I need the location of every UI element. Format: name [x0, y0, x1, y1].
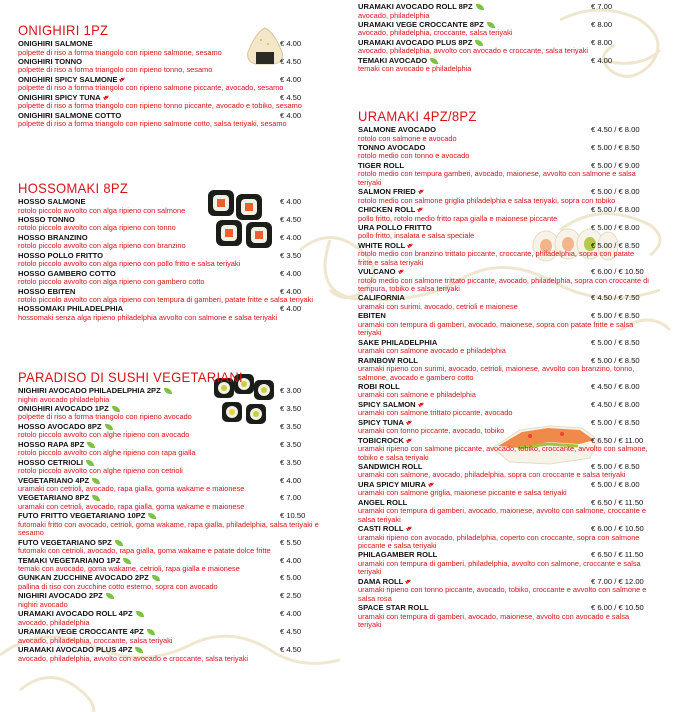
item-description: rotolo piccolo avvolto con alghe ripieno con avocado — [18, 430, 190, 440]
menu-item — [358, 223, 658, 241]
item-price: € 3.50 — [280, 250, 302, 260]
item-name-text: NIGHIRI AVOCADO PHILADELPHIA 2PZ — [18, 386, 161, 395]
item-name-text: GUNKAN ZUCCHINE AVOCADO 2PZ — [18, 573, 149, 583]
item-name-text: TEMAKI AVOCADO — [358, 55, 428, 65]
section-title: PARADISO DI SUSHI VEGETARIANI — [18, 369, 243, 386]
menu-item — [18, 458, 336, 476]
item-price: € 5.00 / € 9.00 — [591, 160, 640, 170]
item-description: nighiri avocado — [18, 599, 68, 609]
menu-item — [18, 93, 336, 111]
item-price: € 5.00 / € 8.00 — [591, 205, 640, 215]
item-description: uramaki ripieno con tonno piccante, avocado, tobiko, croccante e avvolto con salmone e salsa rosa — [358, 585, 647, 603]
item-description: rotolo medio con salmone trittato piccante, avocado, philadelphia, sopra con croccante di tempura, tobiko e salsa teriyaki — [358, 275, 649, 294]
item-name-text: SALMON FRIED — [358, 187, 416, 197]
menu-item — [18, 251, 336, 269]
menu-section — [18, 22, 336, 129]
item-name-text: SANDWICH ROLL — [358, 461, 423, 471]
chili-icon: ❧ — [415, 186, 427, 198]
item-price: € 4.00 — [280, 39, 302, 48]
item-price: € 4.00 — [280, 555, 302, 565]
item-name-text: URAMAKI AVOCADO PLUS 8PZ — [358, 37, 473, 47]
item-name-text: NIGHIRI AVOCADO 2PZ — [18, 591, 103, 601]
item-price: € 6.00 / € 10.50 — [591, 267, 644, 277]
menu-item — [358, 338, 658, 356]
item-name-text: SPACE STAR ROLL — [358, 603, 429, 612]
menu-item — [18, 386, 336, 404]
menu-section — [358, 2, 658, 74]
item-name-text: URA SPICY MIURA — [358, 479, 426, 489]
vegetarian-leaf-icon — [112, 406, 120, 412]
chili-icon: ❧ — [403, 434, 415, 446]
menu-item — [358, 356, 658, 382]
item-description: polpette di riso a forma triangolo con ripieno salmone, sesamo — [18, 47, 222, 57]
chili-icon: ❧ — [117, 73, 129, 85]
item-price: € 5.00 / € 8.50 — [591, 240, 640, 250]
item-description: uramaki ripieno con salmone piccante, avocado, tobiko, croccante, avvolto con salmone, tobiko e salsa teriyaki — [358, 444, 648, 462]
item-name-text: TOBICROCK — [358, 435, 404, 445]
menu-item — [358, 187, 658, 205]
item-description: avocado, philadelphia, avvolto con avocado e croccante, salsa teriyaki — [18, 653, 249, 663]
item-name-text: URA POLLO FRITTO — [358, 222, 432, 232]
item-price: € 7.00 — [280, 493, 302, 503]
item-name-text: CHICKEN ROLL — [358, 205, 416, 215]
menu-item — [358, 603, 658, 629]
vegetarian-leaf-icon — [475, 40, 483, 46]
menu-item — [358, 480, 658, 498]
item-price: € 5.00 / € 8.50 — [591, 417, 640, 427]
item-description: uramaki con tonno piccante, avocado, tobiko — [358, 426, 505, 436]
item-name-text: ONIGHIRI SALMONE COTTO — [18, 110, 122, 120]
section-title: ONIGHIRI 1PZ — [18, 22, 109, 39]
vegetarian-leaf-icon — [164, 388, 172, 394]
menu-section — [358, 108, 658, 629]
item-name-text: SAKE PHILADELPHIA — [358, 337, 438, 347]
menu-item — [18, 538, 336, 556]
item-name-text: DAMA ROLL — [358, 576, 404, 586]
menu-item — [358, 125, 658, 143]
item-price: € 4.00 — [280, 268, 302, 278]
item-name-text: EBITEN — [358, 311, 386, 321]
menu-item — [358, 524, 658, 550]
item-name-text: CALIFORNIA — [358, 293, 405, 303]
menu-item — [358, 161, 658, 187]
item-price: € 5.00 / € 8.50 — [591, 337, 640, 347]
item-description: avocado, philadelphia — [358, 10, 430, 20]
item-description: avocado, philadelphia, avvolto con avocado e croccante, salsa teriyaki — [358, 46, 589, 56]
chili-icon: ❧ — [403, 523, 415, 535]
vegetarian-leaf-icon — [147, 629, 155, 635]
item-name-text: CASTI ROLL — [358, 524, 404, 534]
menu-item — [18, 645, 336, 663]
item-description: polpette di riso a forma triangolo con ripieno salmone cotto, salsa teriyaki, sesamo — [18, 119, 287, 129]
item-price: € 4.50 / € 7.50 — [591, 293, 640, 303]
item-description: uramaki con cetrioli, avocado, rapa gialla, goma wakame e maionese — [18, 501, 245, 511]
item-price: € 4.50 — [280, 627, 302, 637]
menu-item — [358, 293, 658, 311]
item-price: € 4.00 — [591, 55, 613, 65]
item-description: polpette di riso a forma triangolo con ripieno tonno piccante, avocado e tobiko, sesamo — [18, 101, 302, 111]
vegetarian-leaf-icon — [86, 460, 94, 466]
item-price: € 4.00 — [280, 475, 302, 485]
item-price: € 5.00 / € 8.50 — [591, 311, 640, 321]
item-price: € 5.00 / € 8.50 — [591, 461, 640, 471]
item-name-text: ROBI ROLL — [358, 381, 400, 391]
item-name-text: URAMAKI VEGE CROCCANTE 8PZ — [358, 19, 484, 29]
item-price: € 4.50 — [280, 214, 302, 224]
item-name-text: ANGEL ROLL — [358, 497, 408, 507]
item-description: uramaki con salmone e philadelphia — [358, 390, 476, 400]
menu-item — [18, 111, 336, 129]
item-name-text: VEGETARIANO 4PZ — [18, 475, 90, 485]
item-name-text: FUTO VEGETARIANO 5PZ — [18, 537, 112, 547]
chili-icon: ❧ — [404, 239, 416, 252]
item-name-text: URAMAKI AVOCADO ROLL 8PZ — [358, 2, 473, 11]
menu-section — [18, 369, 336, 663]
item-price: € 8.00 — [591, 37, 613, 47]
item-description: uramaki con cetrioli, avocado, rapa gialla, goma wakame e maionese — [18, 484, 245, 494]
item-price: € 5.00 — [280, 573, 302, 583]
section-title: URAMAKI 4PZ/8PZ — [358, 108, 477, 125]
item-name-text: TONNO AVOCADO — [358, 142, 426, 152]
menu-item — [358, 267, 658, 293]
item-description: rotolo con salmone e avocado — [358, 133, 457, 143]
menu-item — [18, 511, 336, 537]
vegetarian-leaf-icon — [115, 540, 123, 546]
item-name-text: HOSSO SALMONE — [18, 197, 86, 206]
item-description: futomaki con cetrioli, avocado, rapa gialla, goma wakame e patate dolce fritte — [18, 546, 271, 556]
item-price: € 5.50 — [280, 537, 302, 547]
menu-item — [18, 573, 336, 591]
item-description: rotolo piccolo avvolto con alghe ripieno con rapa gialla — [18, 448, 196, 458]
vegetarian-leaf-icon — [476, 4, 484, 10]
item-price: € 8.00 — [591, 19, 613, 29]
chili-icon: ❧ — [403, 416, 415, 428]
item-price: € 3.00 — [280, 386, 302, 395]
item-price: € 5.00 / € 8.50 — [591, 355, 640, 365]
item-name-text: HOSSOMAKI PHILADELPHIA — [18, 304, 124, 314]
menu-item — [358, 418, 658, 436]
menu-item — [18, 440, 336, 458]
menu-item — [358, 38, 658, 56]
chili-icon: ❧ — [395, 266, 407, 278]
item-name-text: PHILAGAMBER ROLL — [358, 550, 438, 560]
item-description: uramaki con salmone griglia, maionese piccante e salsa teriyaki — [358, 488, 567, 498]
menu-item — [358, 436, 658, 462]
menu-item — [358, 205, 658, 223]
menu-item — [18, 609, 336, 627]
item-description: rotolo medio con tempura gamberi, avocado, maionese, avvolto con salmone e salsa teriyaki — [358, 169, 636, 187]
item-name-text: ONIGHIRI SPICY SALMONE — [18, 74, 118, 84]
item-description: pollo fritto, rotolo medio fritto rapa gialla e maionese piccante — [358, 213, 558, 223]
item-name-text: VULCANO — [358, 267, 396, 277]
item-description: hossomaki senza alga ripieno philadelphia avvolto con salmone e salsa teriyaki — [18, 312, 278, 322]
item-name-text: ONIGHIRI SALMONE — [18, 39, 93, 48]
vegetarian-leaf-icon — [123, 558, 131, 564]
item-description: uramaki ripieno con surimi, avocado, cetrioli, maionese, avvolto con branzino, tonno, salmone, avocado e gambero cotto — [358, 364, 635, 382]
item-name-text: HOSSO RAPA 8PZ — [18, 439, 85, 449]
item-description: avocado, philadelphia — [18, 617, 90, 627]
item-name-text: ONIGHIRI AVOCADO 1PZ — [18, 403, 109, 413]
item-description: futomaki fritto con avocado, cetrioli, goma wakame, rapa gialla, philadelphia, salsa teriyaki e sesamo — [18, 519, 319, 538]
vegetarian-leaf-icon — [148, 513, 156, 519]
menu-item — [18, 233, 336, 251]
chili-icon: ❧ — [425, 478, 437, 491]
item-price: € 4.00 — [280, 232, 302, 242]
item-name-text: HOSSO AVOCADO 8PZ — [18, 421, 102, 431]
item-price: € 6.50 / € 11.00 — [591, 435, 644, 445]
vegetarian-leaf-icon — [430, 58, 438, 64]
item-name-text: TIGER ROLL — [358, 160, 404, 170]
menu-item — [18, 39, 336, 57]
vegetarian-leaf-icon — [135, 647, 143, 653]
item-description: uramaki con tempura di gamberi, avocado, maionese, sopra con patate fritte e salsa teriyaki — [358, 319, 634, 338]
item-price: € 4.00 — [280, 110, 302, 120]
menu-item — [358, 241, 658, 267]
item-price: € 2.50 — [280, 591, 302, 601]
item-price: € 5.00 / € 8.50 — [591, 142, 640, 152]
menu-item — [358, 2, 658, 20]
chili-icon: ❧ — [415, 203, 427, 216]
menu-item — [18, 627, 336, 645]
item-price: € 4.00 — [280, 304, 302, 314]
item-name-text: SALMONE AVOCADO — [358, 125, 437, 134]
menu-item — [18, 57, 336, 75]
section-title: HOSSOMAKI 8PZ — [18, 180, 129, 197]
item-price: € 4.00 — [280, 286, 302, 296]
item-description: rotolo piccolo avvolto con alga ripieno con pollo fritto e salsa teriyaki — [18, 259, 241, 269]
item-description: uramaki con surimi, avocado, cetrioli e maionese — [358, 301, 518, 311]
vegetarian-leaf-icon — [487, 22, 495, 28]
item-price: € 4.50 — [280, 92, 302, 102]
item-price: € 7.00 — [591, 2, 613, 11]
item-description: rotolo piccolo avvolto con alghe ripieno con cetrioli — [18, 466, 183, 476]
item-price: € 4.50 — [280, 56, 302, 66]
item-description: pallina di riso con zucchine cotto esterno, sopra con avocado — [18, 581, 218, 591]
item-name-text: HOSSO GAMBERO COTTO — [18, 268, 116, 278]
item-description: rotolo medio con branzino trittato piccante, croccante, philadelphia, sopra con patate fritte e salsa teriyaki — [358, 249, 635, 267]
item-description: polpette di riso a forma triangolo con ripieno avocado — [18, 412, 192, 422]
vegetarian-leaf-icon — [152, 575, 160, 581]
menu-item — [358, 20, 658, 38]
item-name-text: URAMAKI VEGE CROCCANTE 4PZ — [18, 627, 144, 637]
menu-item — [18, 287, 336, 305]
item-name-text: URAMAKI AVOCADO ROLL 4PZ — [18, 609, 133, 619]
item-description: rotolo piccolo avvolto con alga ripieno con salmone — [18, 205, 186, 215]
item-description: temaki con avocado, goma wakame, cetrioli, rapa gialla e maionese — [18, 564, 240, 574]
menu-item — [18, 75, 336, 93]
item-price: € 4.00 — [280, 74, 302, 84]
vegetarian-leaf-icon — [106, 593, 114, 599]
item-price: € 6.00 / € 10.50 — [591, 524, 644, 534]
item-price: € 5.00 / € 8.00 — [591, 479, 640, 489]
vegetarian-leaf-icon — [92, 495, 100, 501]
chili-icon: ❧ — [415, 398, 427, 410]
menu-item — [358, 311, 658, 337]
item-name-text: SPICY SALMON — [358, 399, 416, 409]
item-description: rotolo piccolo avvolto con alga ripieno con gambero cotto — [18, 277, 205, 287]
menu-item — [18, 215, 336, 233]
item-price: € 3.50 — [280, 403, 302, 413]
chili-icon: ❧ — [403, 575, 414, 587]
item-description: polpette di riso a forma triangolo con ripieno tonno, sesamo — [18, 65, 213, 75]
item-price: € 4.00 — [280, 609, 302, 619]
item-price: € 3.50 — [280, 439, 302, 449]
menu-item — [358, 550, 658, 576]
item-name-text: TEMAKI VEGETARIANO 1PZ — [18, 555, 121, 565]
menu-item — [358, 56, 658, 74]
item-price: € 5.00 / € 8.00 — [591, 187, 640, 197]
item-description: rotolo piccolo avvolto con alga ripieno con tempura di gamberi, patate fritte e salsa teriyaki — [18, 295, 313, 305]
item-name-text: ONIGHIRI SPICY TUNA — [18, 92, 101, 102]
item-price: € 4.50 / € 8.00 — [591, 399, 640, 409]
item-price: € 6.00 / € 10.50 — [591, 603, 644, 612]
vegetarian-leaf-icon — [87, 442, 95, 448]
menu-item — [358, 382, 658, 400]
item-description: uramaki con salmone avocado e philadelphia — [358, 346, 506, 356]
item-price: € 4.50 / € 8.00 — [591, 381, 640, 391]
item-price: € 7.00 / € 12.00 — [591, 576, 644, 586]
item-description: pollo fritto, insalata e salsa speciale — [358, 231, 475, 241]
item-description: uramaki con tempura di gamberi, avocado, maionese, avvolto con salmone, croccante e salsa teriyaki — [358, 506, 646, 524]
item-description: uramaki con tempura di gamberi, philadelphia, avvolto con salmone, croccante e salsa teriyaki — [358, 558, 641, 577]
item-description: nighiri avocado philadelphia — [18, 394, 110, 404]
item-price: € 4.50 / € 8.00 — [591, 125, 640, 134]
item-name-text: HOSSO POLLO FRITTO — [18, 250, 104, 260]
item-description: uramaki ripieno con avocado, philadelphia, coperto con croccante, sopra con salmone piccante e salsa teriyaki — [358, 532, 640, 550]
vegetarian-leaf-icon — [136, 611, 144, 617]
item-description: rotolo piccolo avvolto con alga ripieno con tonno — [18, 223, 176, 233]
menu-item — [18, 556, 336, 574]
item-description: polpette di riso a forma triangolo con ripieno salmone piccante, avocado, sesamo — [18, 83, 284, 93]
item-name-text: HOSSO TONNO — [18, 214, 75, 224]
item-name-text: FUTO FRITTO VEGETARIANO 10PZ — [18, 511, 146, 521]
menu-item — [358, 400, 658, 418]
item-price: € 3.50 — [280, 457, 302, 467]
item-description: avocado, philadelphia, croccante, salsa teriyaki — [358, 28, 513, 38]
item-description: rotolo medio con salmone griglia philadelphia e salsa teriyaki, sopra con tobiko — [358, 195, 616, 205]
menu-item — [18, 304, 336, 322]
item-name-text: HOSSO EBITEN — [18, 286, 76, 296]
item-name-text: ONIGHIRI TONNO — [18, 56, 82, 66]
item-price: € 6.50 / € 11.50 — [591, 550, 644, 560]
menu-item — [358, 498, 658, 524]
item-description: avocado, philadelphia, croccante, salsa teriyaki — [18, 635, 173, 645]
item-price: € 5.00 / € 8.00 — [591, 222, 640, 232]
menu-section — [18, 180, 336, 322]
menu-item — [18, 493, 336, 511]
item-description: uramaki con salmone, avocado, philadelphia, sopra con croccante e salsa teriyaki — [358, 470, 626, 480]
item-price: € 4.00 — [280, 197, 302, 206]
chili-icon: ❧ — [100, 91, 112, 103]
menu-item — [18, 404, 336, 422]
menu-item — [358, 462, 658, 480]
item-name-text: SPICY TUNA — [358, 417, 404, 427]
item-description: uramaki con salmone trittato piccante, avocado — [358, 408, 513, 418]
menu-item — [18, 591, 336, 609]
item-name-text: URAMAKI AVOCADO PLUS 4PZ — [18, 645, 133, 655]
item-name-text: HOSSO BRANZINO — [18, 232, 88, 242]
item-price: € 10.50 — [280, 511, 306, 521]
vegetarian-leaf-icon — [92, 478, 100, 484]
item-price: € 4.50 — [280, 645, 302, 655]
item-name-text: HOSSO CETRIOLI — [18, 457, 83, 467]
item-name-text: RAINBOW ROLL — [358, 355, 418, 365]
item-description: rotolo medio con tonno e avocado — [358, 151, 470, 161]
item-description: temaki con avocado e philadelphia — [358, 64, 472, 74]
menu-item — [18, 269, 336, 287]
item-description: uramaki con tempura di gamberi, avocado, maionese, avvolto con avocado e salsa teriyaki — [358, 611, 630, 629]
item-description: rotolo piccolo avvolto con alga ripieno con branzino — [18, 241, 186, 251]
menu-item — [18, 422, 336, 440]
menu-item — [358, 577, 658, 603]
item-price: € 3.50 — [280, 421, 302, 431]
vegetarian-leaf-icon — [105, 424, 113, 430]
menu-item — [18, 476, 336, 494]
menu-item — [358, 143, 658, 161]
item-name-text: WHITE ROLL — [358, 240, 406, 250]
item-name-text: VEGETARIANO 8PZ — [18, 493, 90, 503]
item-price: € 6.50 / € 11.50 — [591, 497, 644, 507]
menu-item — [18, 197, 336, 215]
